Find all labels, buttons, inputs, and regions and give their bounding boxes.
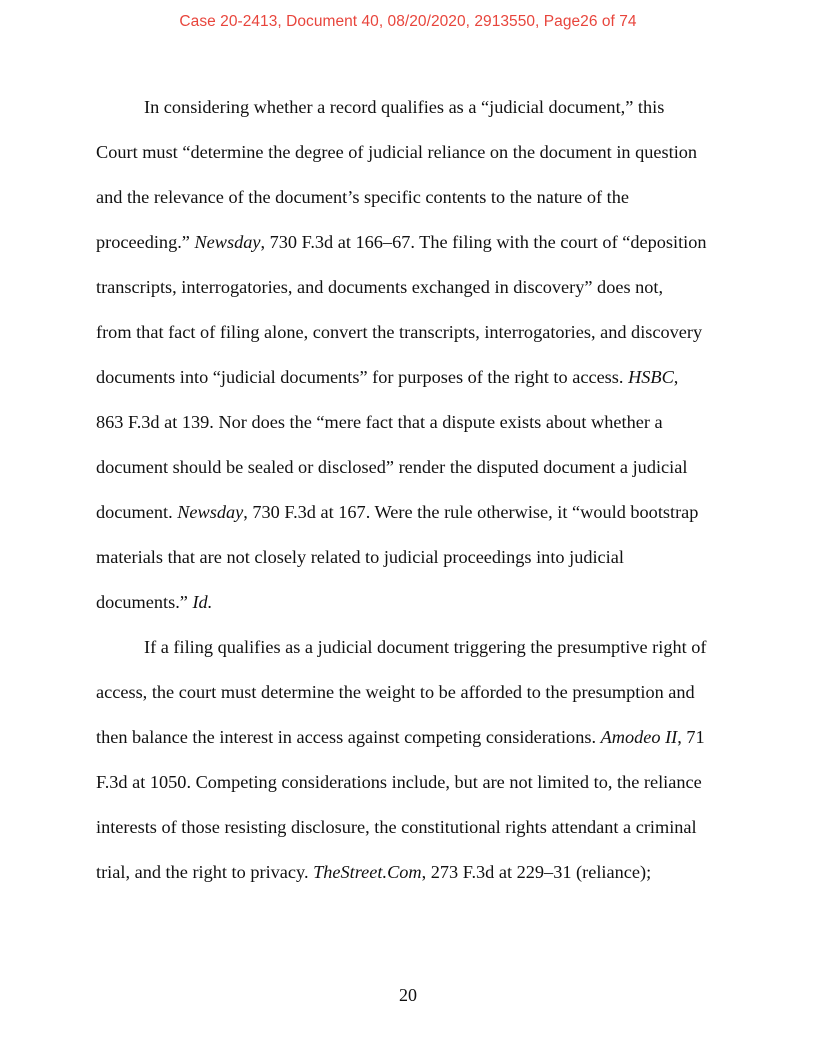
text-run: document should be sealed or disclosed” render the disputed document a judicial xyxy=(96,457,688,477)
text-run: and the relevance of the document’s specific contents to the nature of the xyxy=(96,187,629,207)
text-run: 863 F.3d at 139. Nor does the “mere fact that a dispute exists about whether a xyxy=(96,412,663,432)
citation-italic: Id. xyxy=(192,592,213,612)
text-run: Court must “determine the degree of judicial reliance on the document in question xyxy=(96,142,698,162)
text-run: , xyxy=(673,367,679,387)
text-line xyxy=(96,805,726,850)
document-body xyxy=(96,85,726,895)
text-line xyxy=(96,445,726,490)
text-line xyxy=(96,220,726,265)
citation-italic: Newsday xyxy=(194,232,261,252)
text-line xyxy=(96,715,726,760)
page-number: 20 xyxy=(399,985,417,1005)
citation-italic: Newsday xyxy=(177,502,244,522)
text-run: If a filing qualifies as a judicial document triggering the presumptive right of xyxy=(144,637,707,657)
text-run: then balance the interest in access against competing considerations. xyxy=(96,727,601,747)
text-line xyxy=(96,760,726,805)
text-line xyxy=(96,535,726,580)
text-run: access, the court must determine the weight to be afforded to the presumption and xyxy=(96,682,695,702)
text-line xyxy=(96,400,726,445)
text-run: materials that are not closely related to judicial proceedings into judicial xyxy=(96,547,624,567)
case-header: Case 20-2413, Document 40, 08/20/2020, 2913550, Page26 of 74 xyxy=(179,13,637,30)
text-line xyxy=(96,130,726,175)
text-run: document. xyxy=(96,502,178,522)
text-run: , 71 xyxy=(677,727,705,747)
text-line xyxy=(96,625,726,670)
text-run: , 273 F.3d at 229–31 (reliance); xyxy=(421,862,652,882)
citation-italic: HSBC xyxy=(628,367,674,387)
citation-italic: TheStreet.Com xyxy=(313,862,422,882)
text-line xyxy=(96,670,726,715)
text-run: trial, and the right to privacy. xyxy=(96,862,314,882)
citation-italic: Amodeo II xyxy=(600,727,678,747)
paragraph-2 xyxy=(96,625,726,895)
paragraph-1 xyxy=(96,85,726,625)
text-run: documents into “judicial documents” for purposes of the right to access. xyxy=(96,367,629,387)
text-line xyxy=(96,175,726,220)
text-line xyxy=(96,355,726,400)
text-line xyxy=(96,490,726,535)
text-line xyxy=(96,265,726,310)
text-run: interests of those resisting disclosure, the constitutional rights attendant a criminal xyxy=(96,817,697,837)
text-run: proceeding.” xyxy=(96,232,195,252)
text-line xyxy=(96,85,726,130)
text-line xyxy=(96,580,726,625)
text-run: transcripts, interrogatories, and documents exchanged in discovery” does not, xyxy=(96,277,664,297)
text-run: F.3d at 1050. Competing considerations include, but are not limited to, the reliance xyxy=(96,772,702,792)
text-run: , 730 F.3d at 167. Were the rule otherwise, it “would bootstrap xyxy=(243,502,699,522)
text-run: , 730 F.3d at 166–67. The filing with the court of “deposition xyxy=(260,232,707,252)
text-run: from that fact of filing alone, convert the transcripts, interrogatories, and discovery xyxy=(96,322,703,342)
text-line xyxy=(96,310,726,355)
text-line xyxy=(96,850,726,895)
text-run: In considering whether a record qualifies as a “judicial document,” this xyxy=(144,97,665,117)
text-run: documents.” xyxy=(96,592,193,612)
